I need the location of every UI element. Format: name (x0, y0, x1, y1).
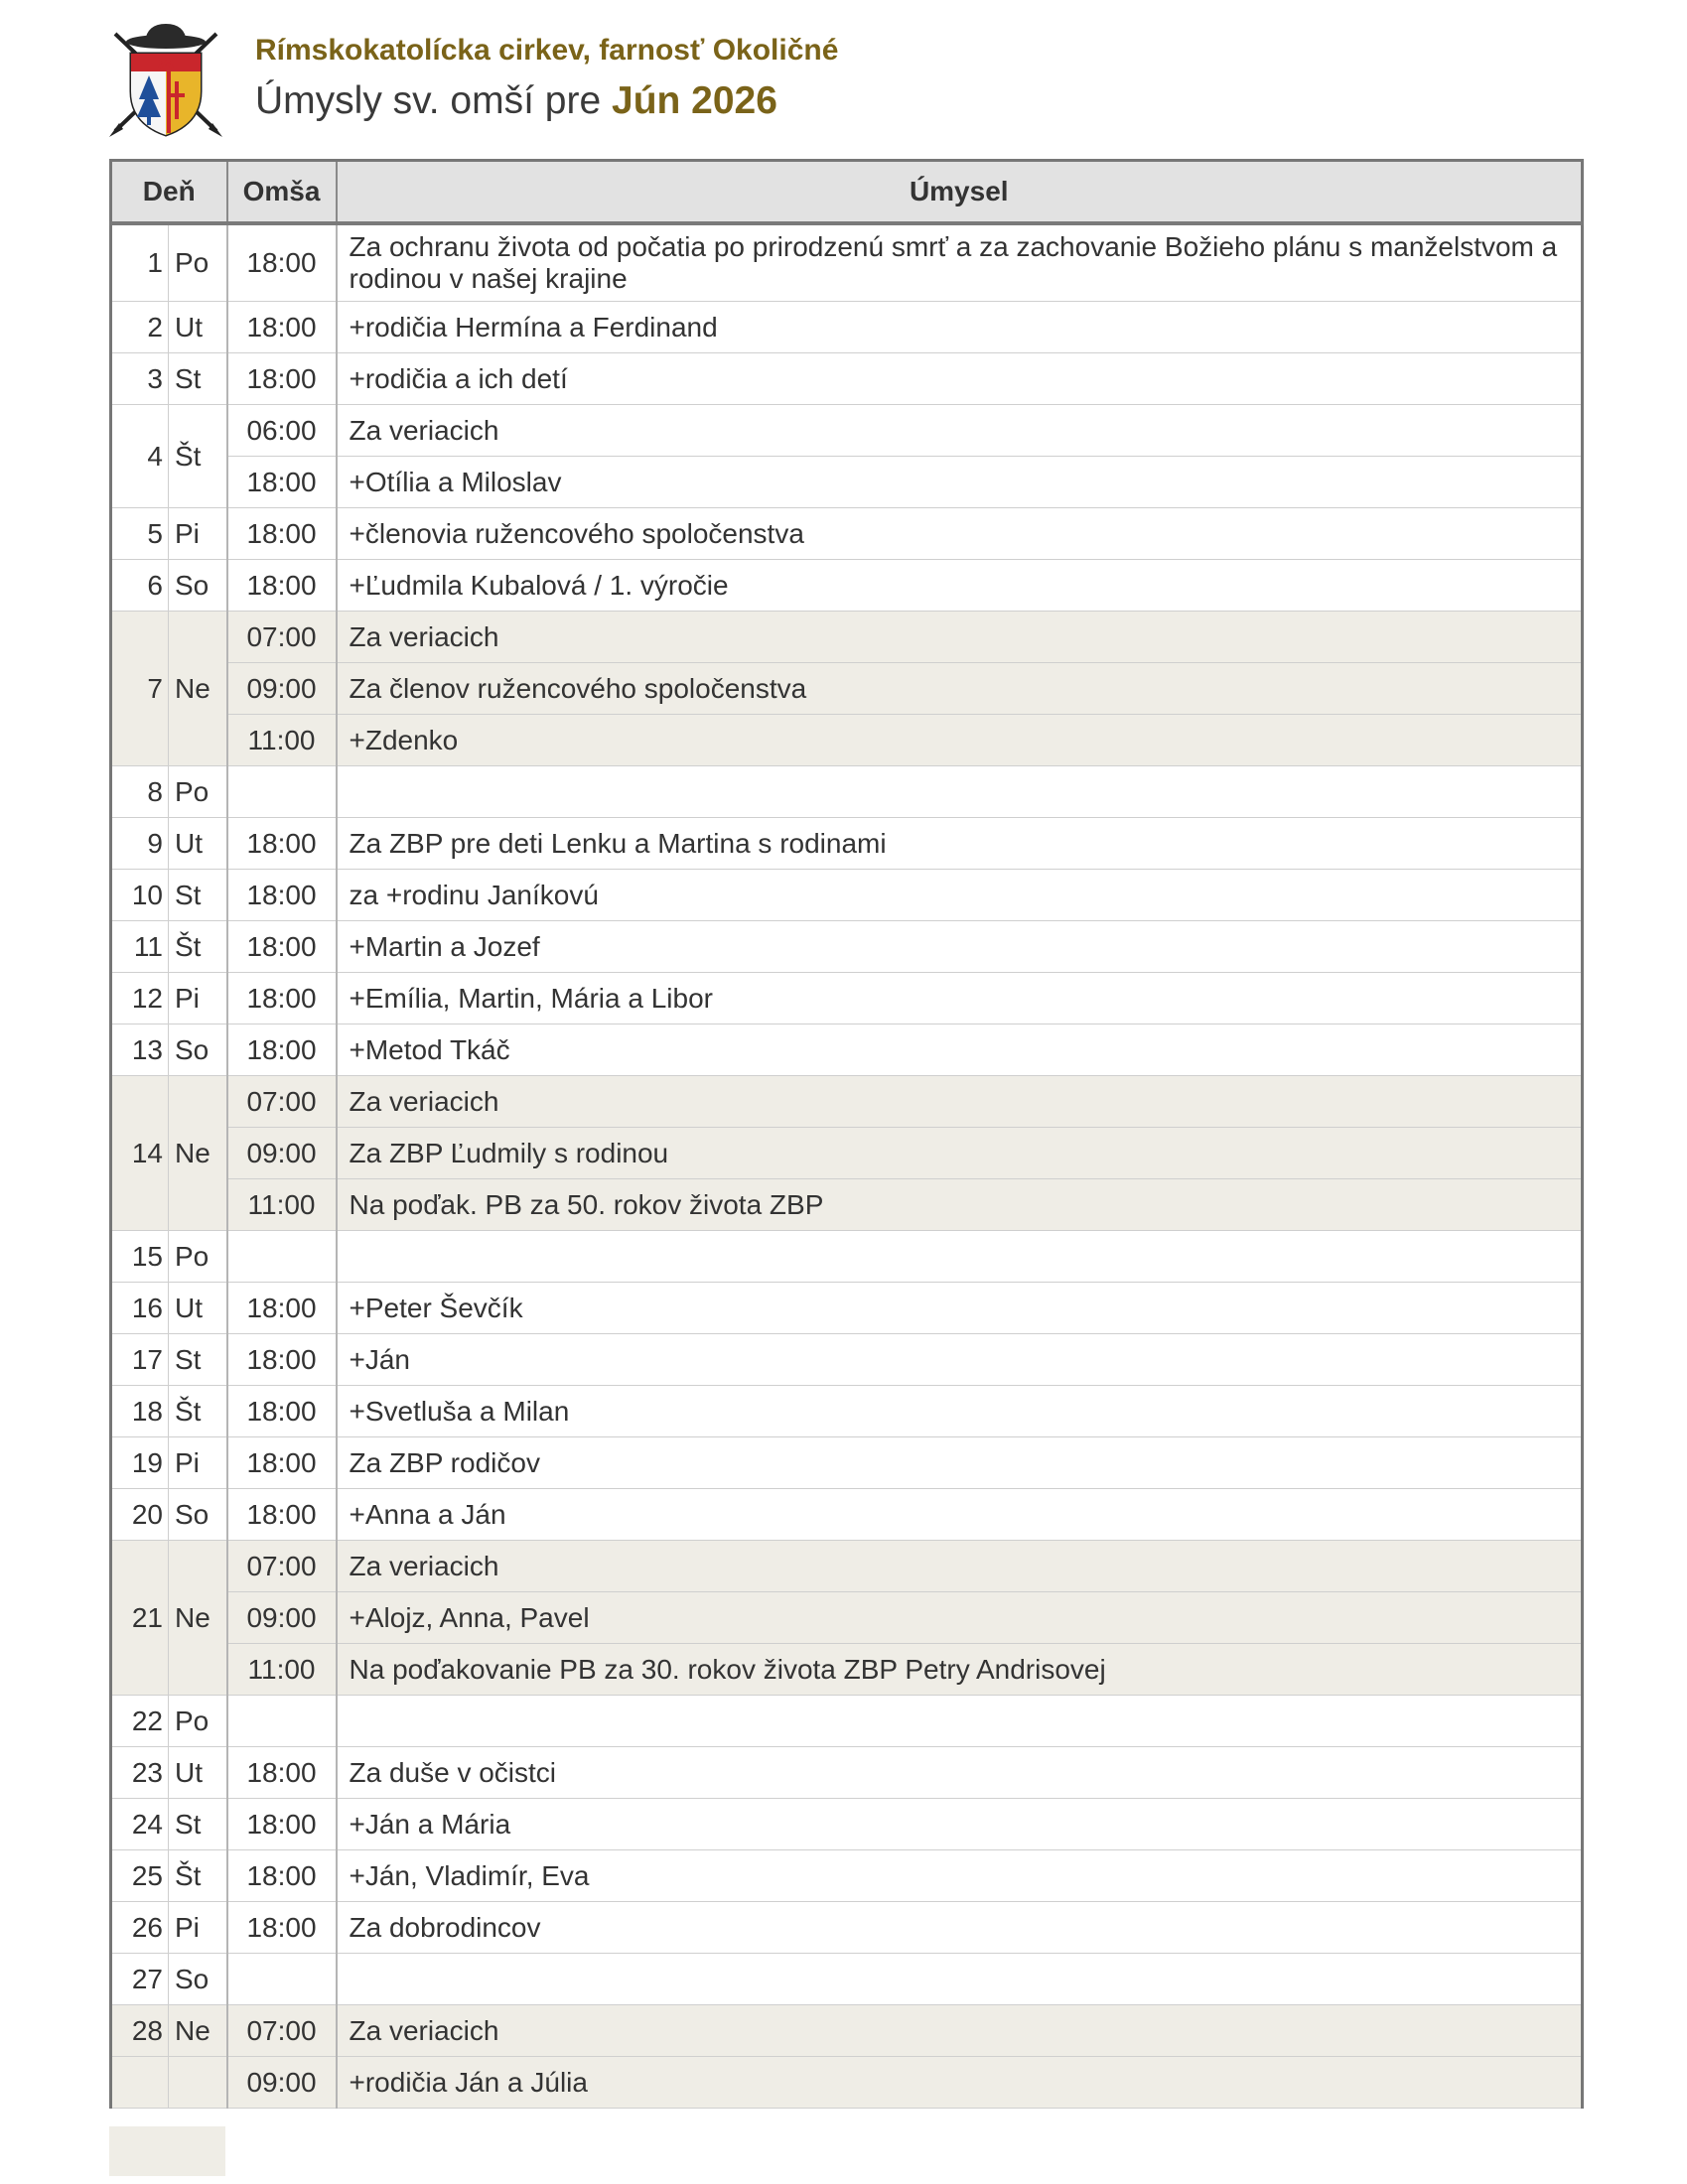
table-row (111, 353, 1583, 405)
day-of-week: Ne (169, 612, 227, 766)
mass-intention (337, 1696, 1583, 1747)
day-of-week: Pi (169, 1437, 227, 1489)
mass-time: 18:00 (227, 508, 337, 560)
day-number: 17 (111, 1334, 169, 1386)
mass-time (227, 1954, 337, 2005)
mass-time: 18:00 (227, 353, 337, 405)
day-number: 11 (111, 921, 169, 973)
mass-intention: +Anna a Ján (337, 1489, 1583, 1541)
day-number: 5 (111, 508, 169, 560)
day-number: 22 (111, 1696, 169, 1747)
mass-time: 18:00 (227, 1850, 337, 1902)
day-number: 3 (111, 353, 169, 405)
day-of-week: Pi (169, 973, 227, 1024)
table-row (111, 1541, 1583, 1592)
day-number: 12 (111, 973, 169, 1024)
mass-time: 11:00 (227, 1179, 337, 1231)
day-number (111, 2057, 169, 2109)
day-of-week: Ut (169, 818, 227, 870)
day-of-week: Pi (169, 508, 227, 560)
day-of-week: Št (169, 1850, 227, 1902)
table-row (111, 612, 1583, 663)
table-row (111, 818, 1583, 870)
sunday-continuation-cell (109, 2126, 225, 2176)
day-number: 25 (111, 1850, 169, 1902)
mass-intention: Za veriacich (337, 1076, 1583, 1128)
day-of-week (169, 2057, 227, 2109)
mass-time: 18:00 (227, 1799, 337, 1850)
mass-intention: +Ján (337, 1334, 1583, 1386)
table-row (111, 1592, 1583, 1644)
header-intention: Úmysel (337, 161, 1583, 224)
mass-time: 07:00 (227, 1541, 337, 1592)
day-number: 20 (111, 1489, 169, 1541)
table-row (111, 973, 1583, 1024)
day-number: 1 (111, 223, 169, 302)
mass-time: 18:00 (227, 1902, 337, 1954)
day-of-week: Pi (169, 1902, 227, 1954)
day-number: 2 (111, 302, 169, 353)
day-number: 24 (111, 1799, 169, 1850)
day-of-week: So (169, 560, 227, 612)
day-of-week: Ne (169, 1076, 227, 1231)
mass-time: 18:00 (227, 1334, 337, 1386)
mass-time (227, 766, 337, 818)
table-row (111, 405, 1583, 457)
mass-intention: Za duše v očistci (337, 1747, 1583, 1799)
mass-intention: za +rodinu Janíkovú (337, 870, 1583, 921)
day-of-week: Ne (169, 1541, 227, 1696)
parish-coat-of-arms-logo (107, 20, 224, 141)
table-row (111, 870, 1583, 921)
mass-time: 18:00 (227, 1024, 337, 1076)
mass-intention: +členovia ružencového spoločenstva (337, 508, 1583, 560)
day-number: 10 (111, 870, 169, 921)
table-header-row (111, 161, 1583, 224)
mass-time: 18:00 (227, 223, 337, 302)
day-of-week: St (169, 1334, 227, 1386)
mass-intention: Za členov ružencového spoločenstva (337, 663, 1583, 715)
day-of-week: Po (169, 223, 227, 302)
table-row (111, 1696, 1583, 1747)
mass-intention: Za ochranu života od počatia po prirodzenú smrť a za zachovanie Božieho plánu s manželstvom a rodinou v našej krajine (337, 223, 1583, 302)
table-row (111, 1437, 1583, 1489)
day-number: 18 (111, 1386, 169, 1437)
mass-time (227, 1231, 337, 1283)
mass-intention: +Alojz, Anna, Pavel (337, 1592, 1583, 1644)
table-row (111, 1747, 1583, 1799)
table-row (111, 457, 1583, 508)
table-row (111, 1489, 1583, 1541)
day-number: 6 (111, 560, 169, 612)
mass-intention (337, 766, 1583, 818)
mass-time: 11:00 (227, 715, 337, 766)
table-row (111, 1024, 1583, 1076)
table-row (111, 921, 1583, 973)
table-row (111, 1799, 1583, 1850)
day-of-week: Št (169, 1386, 227, 1437)
day-of-week: Po (169, 1696, 227, 1747)
mass-intention: Za ZBP Ľudmily s rodinou (337, 1128, 1583, 1179)
mass-intention (337, 1231, 1583, 1283)
day-number: 7 (111, 612, 169, 766)
mass-time: 09:00 (227, 1128, 337, 1179)
day-of-week: So (169, 1489, 227, 1541)
day-number: 21 (111, 1541, 169, 1696)
mass-intention: Za veriacich (337, 1541, 1583, 1592)
mass-intention: +Emília, Martin, Mária a Libor (337, 973, 1583, 1024)
day-of-week: So (169, 1954, 227, 2005)
mass-intention: Za veriacich (337, 2005, 1583, 2057)
mass-intention: +Zdenko (337, 715, 1583, 766)
table-row (111, 1850, 1583, 1902)
table-row (111, 1179, 1583, 1231)
mass-intention: Za ZBP pre deti Lenku a Martina s rodinami (337, 818, 1583, 870)
day-number: 15 (111, 1231, 169, 1283)
mass-intention: Za dobrodincov (337, 1902, 1583, 1954)
mass-intention: +Peter Ševčík (337, 1283, 1583, 1334)
header-mass: Omša (227, 161, 337, 224)
table-row (111, 2005, 1583, 2057)
table-row (111, 1902, 1583, 1954)
day-of-week: Št (169, 405, 227, 508)
mass-intention: +Metod Tkáč (337, 1024, 1583, 1076)
mass-time: 11:00 (227, 1644, 337, 1696)
mass-intention: +Martin a Jozef (337, 921, 1583, 973)
day-number: 13 (111, 1024, 169, 1076)
table-body (111, 223, 1583, 2109)
day-of-week: St (169, 353, 227, 405)
mass-intention: Na poďakovanie PB za 30. rokov života ZBP Petry Andrisovej (337, 1644, 1583, 1696)
mass-time: 18:00 (227, 818, 337, 870)
table-row (111, 2057, 1583, 2109)
day-number: 16 (111, 1283, 169, 1334)
mass-intention: Za ZBP rodičov (337, 1437, 1583, 1489)
mass-time: 06:00 (227, 405, 337, 457)
table-row (111, 663, 1583, 715)
title-prefix: Úmysly sv. omší pre (255, 79, 602, 122)
mass-time: 07:00 (227, 2005, 337, 2057)
table-row (111, 1231, 1583, 1283)
mass-intention (337, 1954, 1583, 2005)
mass-time: 09:00 (227, 2057, 337, 2109)
mass-time: 18:00 (227, 457, 337, 508)
mass-time: 09:00 (227, 1592, 337, 1644)
mass-intention: +rodičia Ján a Júlia (337, 2057, 1583, 2109)
day-of-week: Ut (169, 302, 227, 353)
table-row (111, 1334, 1583, 1386)
table-row (111, 766, 1583, 818)
day-number: 4 (111, 405, 169, 508)
day-number: 28 (111, 2005, 169, 2057)
title-month: Jún 2026 (612, 79, 777, 122)
mass-time: 07:00 (227, 1076, 337, 1128)
table-row (111, 223, 1583, 302)
mass-time: 07:00 (227, 612, 337, 663)
table-row (111, 1954, 1583, 2005)
mass-intention: +Otília a Miloslav (337, 457, 1583, 508)
mass-intention: Za veriacich (337, 405, 1583, 457)
table-row (111, 1283, 1583, 1334)
mass-intention: +Ján a Mária (337, 1799, 1583, 1850)
mass-time: 18:00 (227, 1437, 337, 1489)
day-of-week: Po (169, 1231, 227, 1283)
page-title (255, 79, 777, 123)
mass-time (227, 1696, 337, 1747)
mass-intention: +rodičia a ich detí (337, 353, 1583, 405)
table-row (111, 560, 1583, 612)
table-row (111, 508, 1583, 560)
day-number: 27 (111, 1954, 169, 2005)
mass-time: 18:00 (227, 1386, 337, 1437)
day-of-week: Ne (169, 2005, 227, 2057)
mass-intention: +Svetluša a Milan (337, 1386, 1583, 1437)
parish-name: Rímskokatolícka cirkev, farnosť Okoličné (255, 34, 839, 67)
day-of-week: St (169, 870, 227, 921)
mass-time: 18:00 (227, 560, 337, 612)
table-row (111, 1128, 1583, 1179)
day-number: 9 (111, 818, 169, 870)
table-row (111, 1076, 1583, 1128)
mass-intention: Na poďak. PB za 50. rokov života ZBP (337, 1179, 1583, 1231)
mass-time: 18:00 (227, 1747, 337, 1799)
mass-intention: +Ján, Vladimír, Eva (337, 1850, 1583, 1902)
mass-intention: Za veriacich (337, 612, 1583, 663)
day-of-week: Št (169, 921, 227, 973)
mass-intention: +Ľudmila Kubalová / 1. výročie (337, 560, 1583, 612)
table-row (111, 302, 1583, 353)
table-row (111, 1386, 1583, 1437)
mass-time: 18:00 (227, 870, 337, 921)
table-row (111, 1644, 1583, 1696)
mass-time: 09:00 (227, 663, 337, 715)
table-row (111, 715, 1583, 766)
mass-intentions-table (109, 159, 1584, 2109)
day-number: 26 (111, 1902, 169, 1954)
day-number: 19 (111, 1437, 169, 1489)
day-of-week: Ut (169, 1283, 227, 1334)
mass-time: 18:00 (227, 1489, 337, 1541)
day-number: 14 (111, 1076, 169, 1231)
day-number: 8 (111, 766, 169, 818)
mass-intention: +rodičia Hermína a Ferdinand (337, 302, 1583, 353)
day-of-week: Po (169, 766, 227, 818)
day-number: 23 (111, 1747, 169, 1799)
mass-time: 18:00 (227, 1283, 337, 1334)
day-of-week: Ut (169, 1747, 227, 1799)
header-day: Deň (111, 161, 227, 224)
day-of-week: So (169, 1024, 227, 1076)
mass-time: 18:00 (227, 973, 337, 1024)
mass-time: 18:00 (227, 921, 337, 973)
mass-time: 18:00 (227, 302, 337, 353)
day-of-week: St (169, 1799, 227, 1850)
